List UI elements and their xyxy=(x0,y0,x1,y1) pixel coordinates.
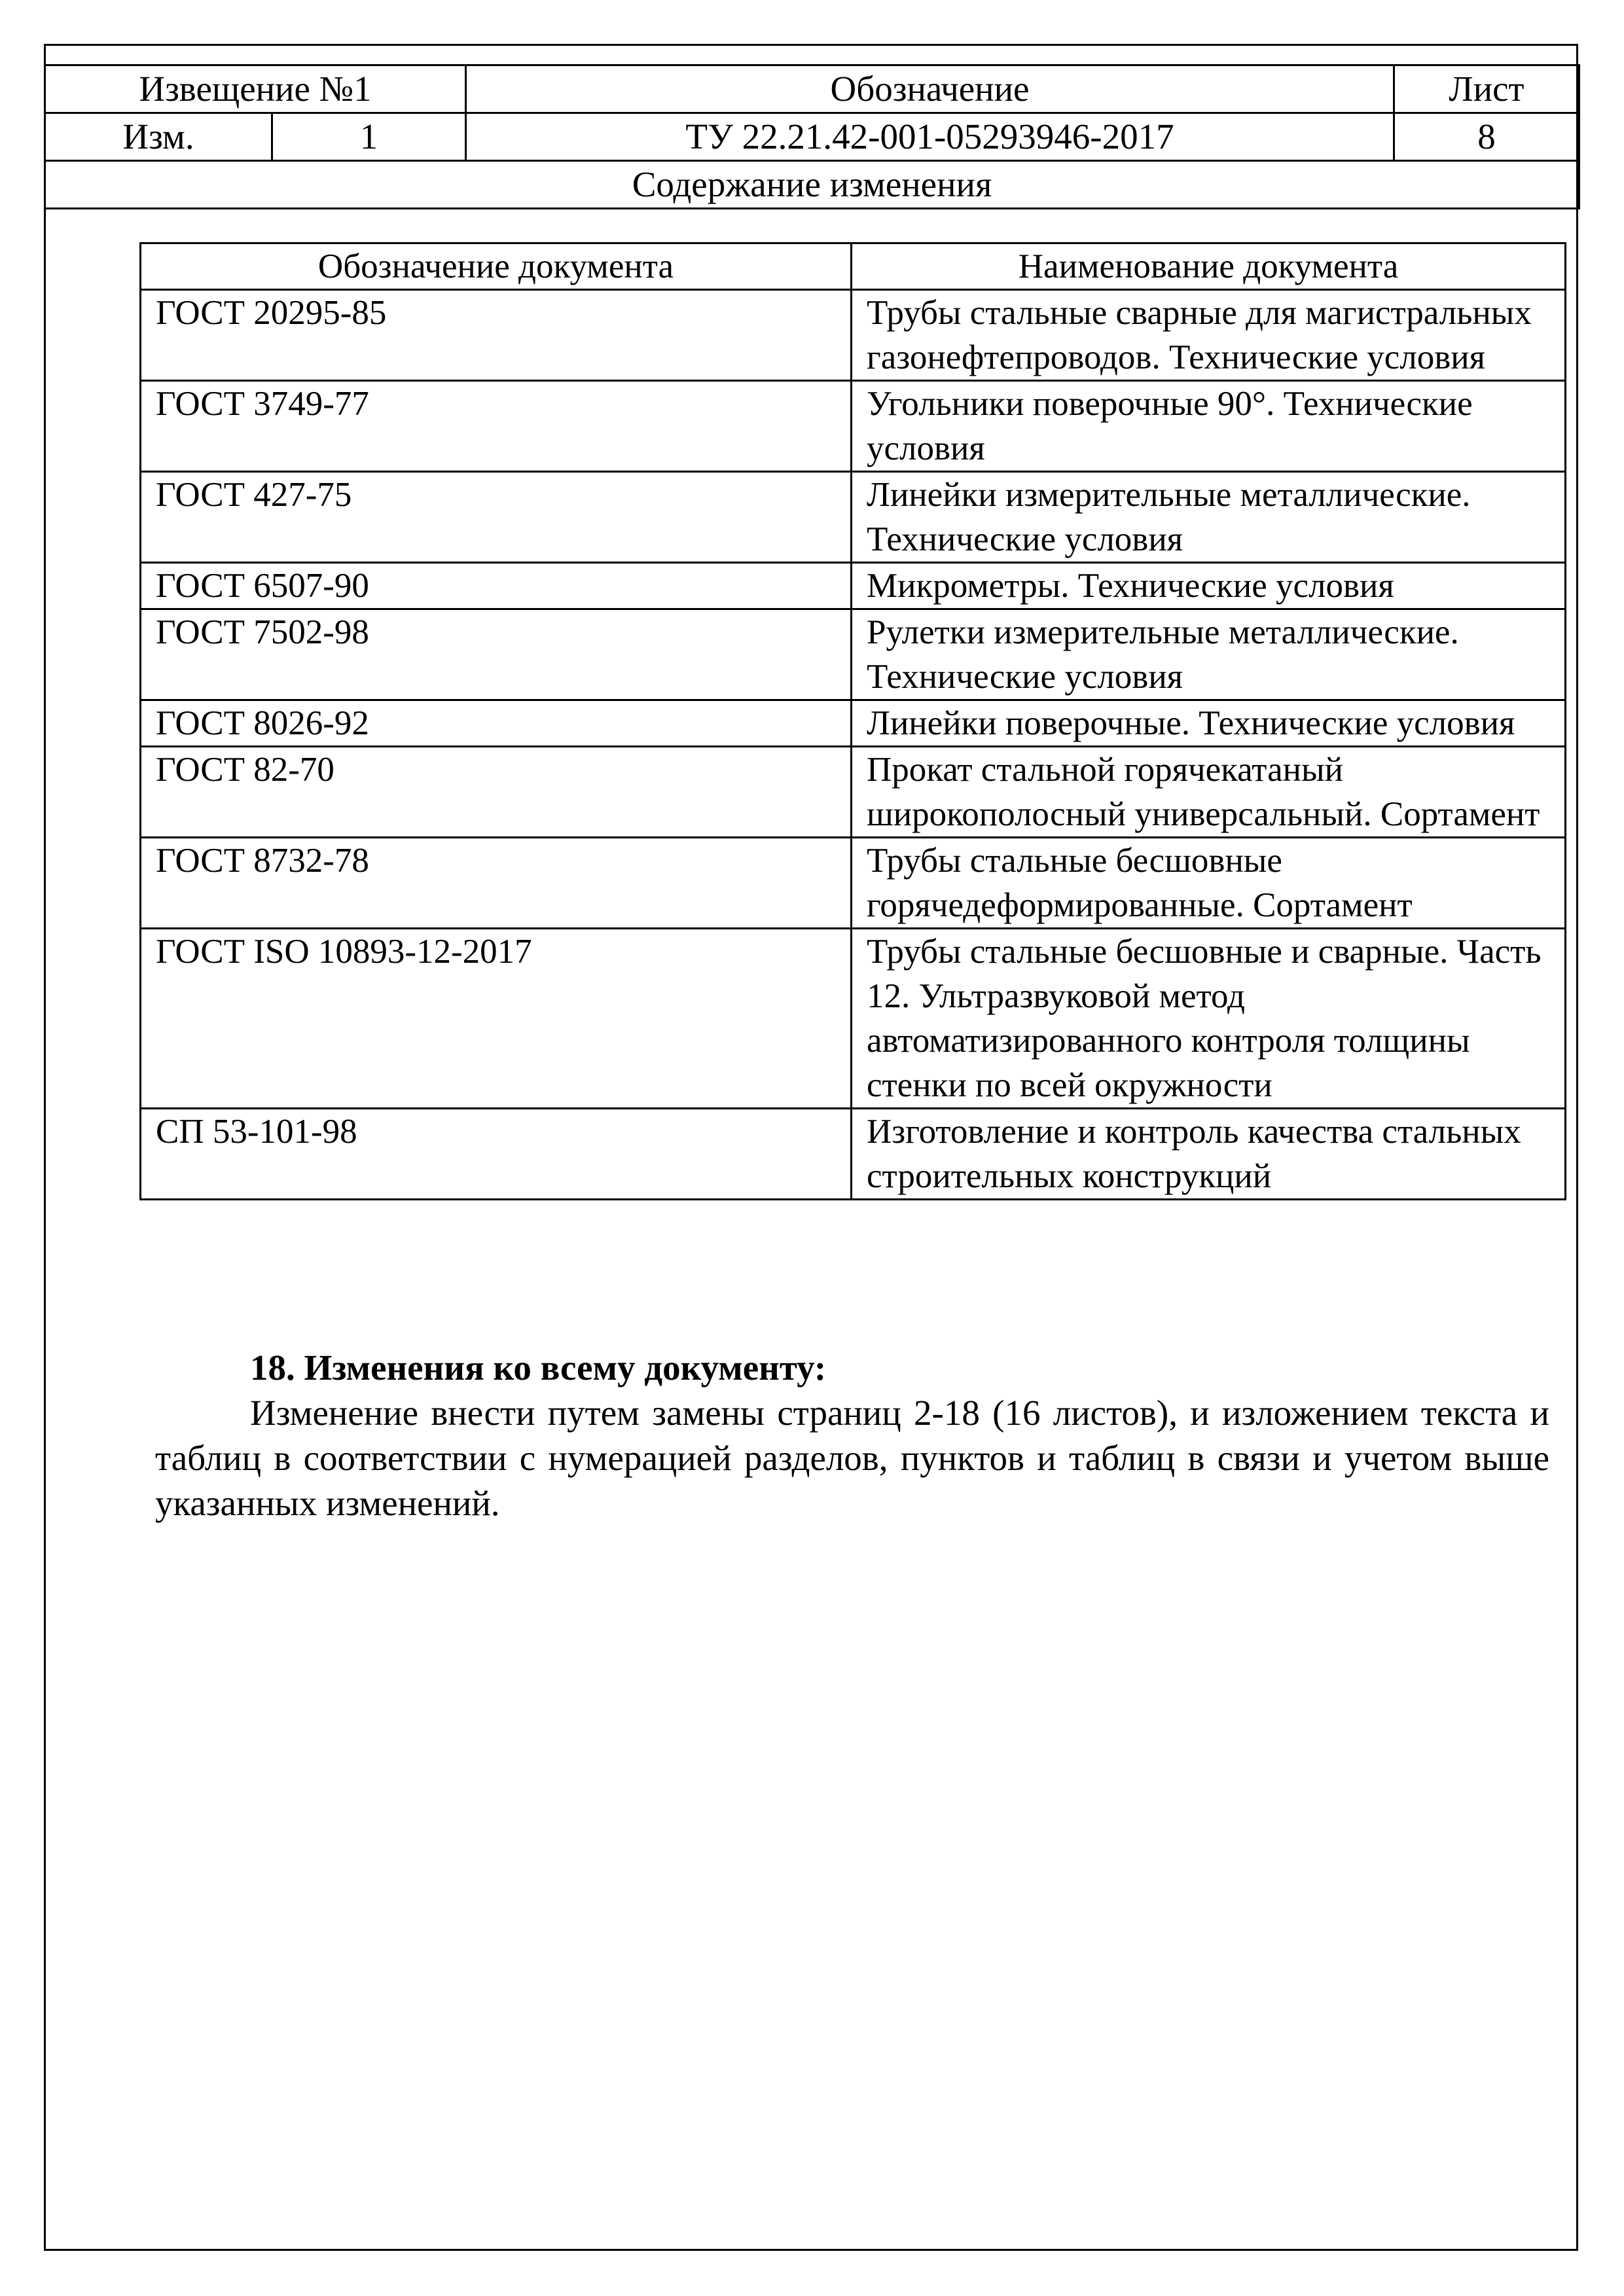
table-row xyxy=(141,381,1566,472)
document-name: Трубы стальные бесшовные и сварные. Часть 12. Ультразвуковой метод автоматизированного контроля толщины стенки по всей окружности xyxy=(852,929,1566,1109)
sheet-value: 8 xyxy=(1394,113,1579,161)
document-name: Трубы стальные бесшовные горячедеформированные. Сортамент xyxy=(852,838,1566,929)
change-label: Изм. xyxy=(45,113,272,161)
document-name: Микрометры. Технические условия xyxy=(852,563,1566,609)
documents-table xyxy=(139,242,1566,1200)
section-18 xyxy=(155,1345,1549,1526)
table-row xyxy=(141,747,1566,838)
section-heading: 18. Изменения ко всему документу: xyxy=(250,1348,827,1388)
column-header-name: Наименование документа xyxy=(852,243,1566,290)
content-title: Содержание изменения xyxy=(45,161,1579,209)
document-code: СП 53-101-98 xyxy=(141,1109,852,1200)
column-header-designation: Обозначение документа xyxy=(141,243,852,290)
document-code: ГОСТ ISO 10893-12-2017 xyxy=(141,929,852,1109)
table-row xyxy=(141,838,1566,929)
section-paragraph: Изменение внести путем замены страниц 2-18 (16 листов), и изложением текста и таблиц в соответствии с нумерацией разделов, пунктов и таблиц в связи и учетом выше указанных изменений. xyxy=(155,1393,1549,1523)
document-code: ГОСТ 6507-90 xyxy=(141,563,852,609)
document-code: ГОСТ 8732-78 xyxy=(141,838,852,929)
change-number: 1 xyxy=(272,113,466,161)
table-row xyxy=(141,563,1566,609)
document-name: Линейки измерительные металлические. Технические условия xyxy=(852,472,1566,563)
document-name: Угольники поверочные 90°. Технические условия xyxy=(852,381,1566,472)
document-code: ГОСТ 427-75 xyxy=(141,472,852,563)
title-block xyxy=(44,64,1580,209)
table-row xyxy=(141,1109,1566,1200)
document-name: Линейки поверочные. Технические условия xyxy=(852,700,1566,747)
table-row xyxy=(141,609,1566,700)
table-row xyxy=(141,472,1566,563)
document-code: ГОСТ 3749-77 xyxy=(141,381,852,472)
sheet-label: Лист xyxy=(1394,65,1579,113)
document-name: Прокат стальной горячекатаный широкополосный универсальный. Сортамент xyxy=(852,747,1566,838)
designation-label: Обозначение xyxy=(466,65,1394,113)
table-row xyxy=(141,290,1566,381)
document-name: Рулетки измерительные металлические. Технические условия xyxy=(852,609,1566,700)
document-code: ГОСТ 8026-92 xyxy=(141,700,852,747)
document-code: ГОСТ 7502-98 xyxy=(141,609,852,700)
document-name: Изготовление и контроль качества стальных строительных конструкций xyxy=(852,1109,1566,1200)
document-code: ГОСТ 82-70 xyxy=(141,747,852,838)
document-name: Трубы стальные сварные для магистральных газонефтепроводов. Технические условия xyxy=(852,290,1566,381)
designation-value: ТУ 22.21.42-001-05293946-2017 xyxy=(466,113,1394,161)
table-row xyxy=(141,700,1566,747)
document-code: ГОСТ 20295-85 xyxy=(141,290,852,381)
notice-label: Извещение №1 xyxy=(45,65,466,113)
table-row xyxy=(141,929,1566,1109)
